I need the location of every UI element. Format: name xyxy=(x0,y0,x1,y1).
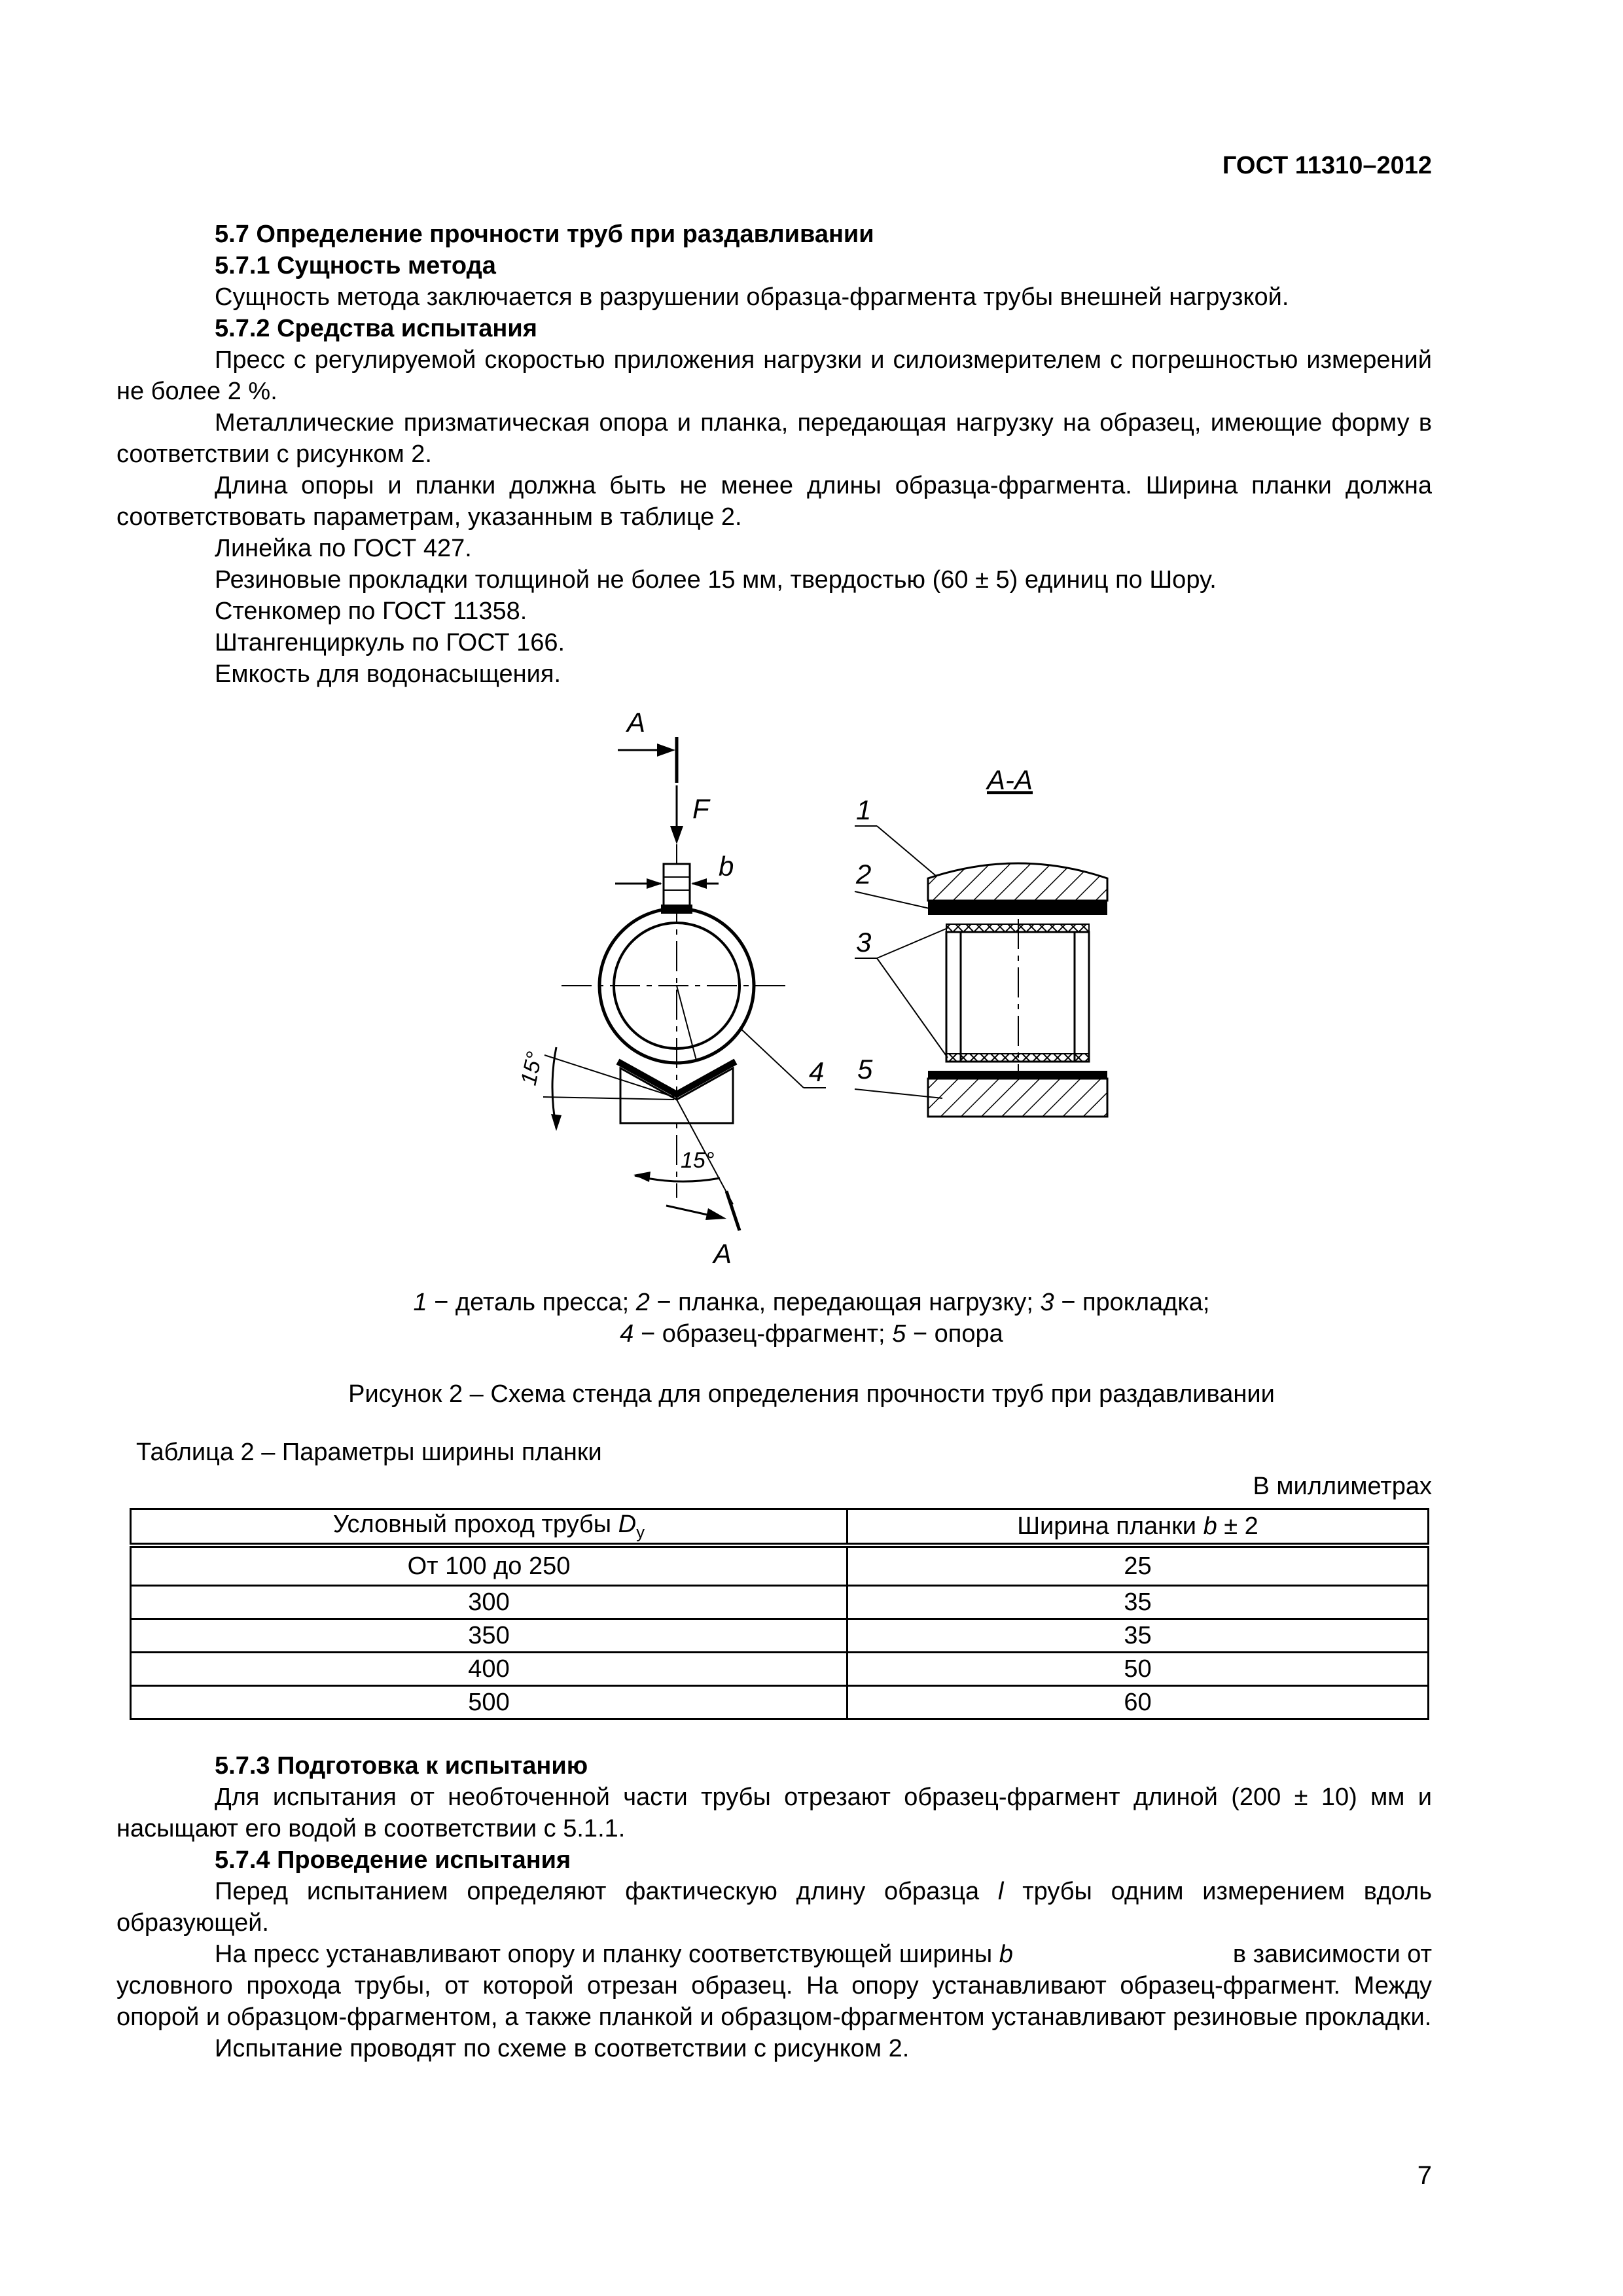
callout-4 xyxy=(740,1028,826,1088)
svg-text:F: F xyxy=(692,793,709,824)
paragraph: Металлические призматическая опора и планка, передающая нагрузку на образец, имеющие форму в соответствии с рисунком 2. xyxy=(116,409,1432,468)
svg-text:15°: 15° xyxy=(681,1148,715,1173)
table-title: Таблица 2 – Параметры ширины планки xyxy=(136,1439,602,1466)
paragraph: Емкость для водонасыщения. xyxy=(215,660,562,688)
force-arrow xyxy=(670,785,711,844)
svg-text:2: 2 xyxy=(856,859,872,889)
section-marker-bottom xyxy=(666,1191,740,1269)
section-marker-top xyxy=(618,707,677,783)
section-5-7-text xyxy=(116,219,1432,690)
heading-5-7: 5.7 Определение прочности труб при раздавливании xyxy=(215,221,874,248)
heading-5-7-1: 5.7.1 Сущность метода xyxy=(215,252,496,279)
heading-5-7-4: 5.7.4 Проведение испытания xyxy=(215,1846,571,1874)
table-row: 300 35 xyxy=(131,1586,1429,1619)
column-header-nominal-bore: Условный проход трубы $D_у$ xyxy=(131,1509,847,1546)
svg-text:3: 3 xyxy=(856,927,872,958)
paragraph: Сущность метода заключается в разрушении образца-фрагмента трубы внешней нагрузкой. xyxy=(215,283,1289,311)
heading-5-7-3: 5.7.3 Подготовка к испытанию xyxy=(215,1752,588,1780)
figure-legend-line-1: 1 − деталь пресса; 2 − планка, передающая нагрузку; 3 − прокладка; xyxy=(413,1289,1210,1316)
svg-text:5: 5 xyxy=(857,1054,873,1085)
table-units: В миллиметрах xyxy=(1253,1473,1432,1500)
table-row: 400 50 xyxy=(131,1653,1429,1686)
table-row: 350 35 xyxy=(131,1619,1429,1653)
paragraph: Стенкомер по ГОСТ 11358. xyxy=(215,598,527,625)
paragraph: Штангенциркуль по ГОСТ 166. xyxy=(215,629,565,656)
svg-text:15°: 15° xyxy=(516,1049,548,1088)
section-a-a-view xyxy=(928,764,1107,1117)
figure-caption: Рисунок 2 – Схема стенда для определения прочности труб при раздавливании xyxy=(348,1380,1275,1408)
v-support xyxy=(618,1062,736,1123)
paragraph: Длина опоры и планки должна быть не менее длины образца-фрагмента. Ширина планки должна соответствовать параметрам, указанным в таблице 2. xyxy=(116,472,1432,531)
paragraph: условного прохода трубы, от которой отрезан образец. На опору устанавливают образец-фрагмент. Между опорой и образцом-фрагментом, а также планкой и образцом-фрагментом устанавливают резиновые прокладки. xyxy=(116,1972,1432,2031)
document-header: ГОСТ 11310–2012 xyxy=(1222,152,1432,179)
svg-text:A: A xyxy=(713,1238,732,1269)
paragraph: Линейка по ГОСТ 427. xyxy=(215,535,472,562)
figure-legend-line-2: 4 − образец-фрагмент; 5 − опора xyxy=(620,1320,1003,1348)
section-callouts xyxy=(855,795,948,1098)
svg-text:A-A: A-A xyxy=(987,764,1033,795)
paragraph: Пресс с регулируемой скоростью приложения нагрузки и силоизмерителем с погрешностью измерений не более 2 %. xyxy=(116,346,1432,405)
svg-text:A: A xyxy=(627,707,646,738)
table-row: 500 60 xyxy=(131,1686,1429,1719)
figure-2-test-stand-diagram xyxy=(0,700,1623,1276)
svg-text:4: 4 xyxy=(809,1056,825,1087)
table-header-row xyxy=(131,1509,1429,1546)
table-row: От 100 до 250 25 xyxy=(131,1545,1429,1586)
paragraph: Испытание проводят по схеме в соответствии с рисунком 2. xyxy=(215,2035,910,2062)
heading-5-7-2: 5.7.2 Средства испытания xyxy=(215,315,537,342)
svg-text:1: 1 xyxy=(856,795,872,825)
page-number: 7 xyxy=(1417,2161,1432,2190)
svg-text:b: b xyxy=(719,851,734,882)
section-5-7-3-text xyxy=(116,1750,1432,2064)
paragraph: Для испытания от необточенной части трубы отрезают образец-фрагмент длиной (200 ± 10) мм и насыщают его водой в соответствии с 5.1.1. xyxy=(116,1784,1432,1842)
paragraph-first-line: На пресс устанавливают опору и планку соответствующей ширины b в зависимости от xyxy=(215,1941,1432,1968)
column-header-plate-width: Ширина планки b ± 2 xyxy=(847,1509,1429,1546)
paragraph: Перед испытанием определяют фактическую длину образца l трубы одним измерением вдоль образующей. xyxy=(116,1878,1432,1937)
pipe-parameters-table xyxy=(130,1508,1429,1720)
press-plate xyxy=(661,864,692,914)
paragraph: Резиновые прокладки толщиной не более 15 мм, твердостью (60 ± 5) единиц по Шору. xyxy=(215,566,1217,594)
